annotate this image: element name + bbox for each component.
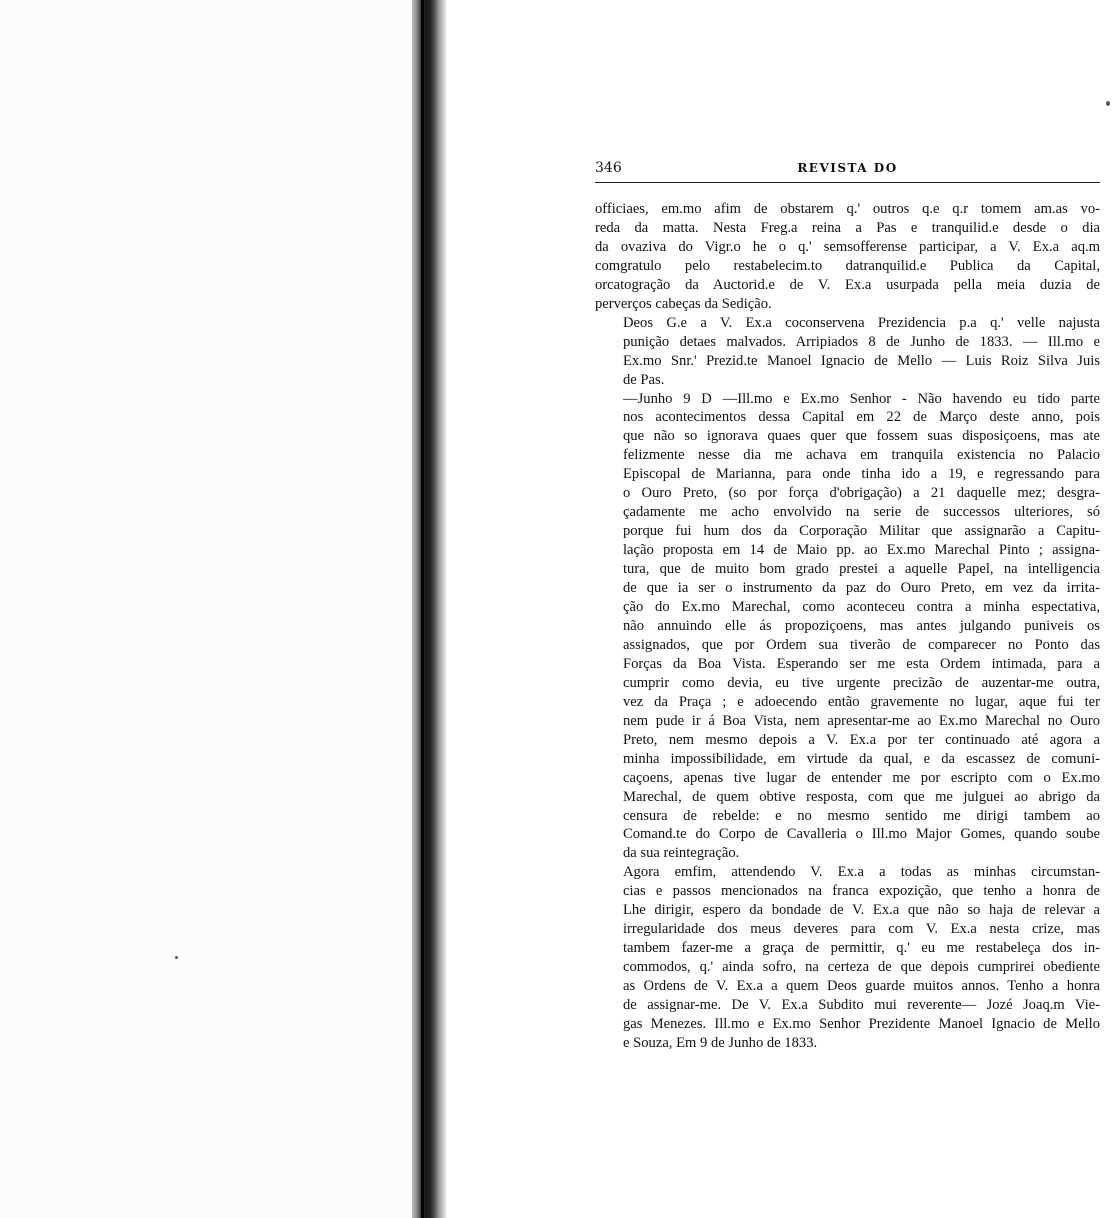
ink-speck	[1106, 101, 1110, 106]
text-line: orcatogração da Auctorid.e de V. Ex.a usurpada pella meia duzia de	[595, 276, 1100, 293]
text-line: cumprir como devia, eu tive urgente precizão de auzentar-me outra,	[623, 674, 1100, 691]
text-line: porque fui hum dos da Corporação Militar que assignarão a Capitu-	[623, 523, 1100, 540]
text-line: çadamente me acho envolvido na serie de successos ulteriores, só	[623, 504, 1100, 521]
paragraph	[595, 863, 1100, 1053]
text-line: da sua reintegração.	[623, 845, 740, 862]
text-line: —Junho 9 D —Ill.mo e Ex.mo Senhor - Não havendo eu tido parte	[623, 390, 1100, 407]
text-line: de assignar-me. De V. Ex.a Subdito mui reverente— Jozé Joaq.m Vie-	[623, 997, 1100, 1014]
text-line: tura, que de muito bom grado prestei a aquelle Papel, na intelligencia	[623, 561, 1100, 578]
text-line: minha impossibilidade, em virtude da qual, e da escassez de comuni-	[623, 750, 1100, 767]
text-line: perverços cabeças da Sedição.	[595, 295, 772, 312]
text-line: officiaes, em.mo afim de obstarem q.' outros q.e q.r tomem am.as vo-	[595, 201, 1100, 217]
paragraph	[595, 200, 1100, 314]
text-line: cias e passos mencionados na franca expozição, que tenho a honra de	[623, 883, 1100, 900]
running-head	[595, 160, 1100, 183]
text-line: felizmente nesse dia me achava em tranquila existencia no Palacio	[623, 447, 1100, 464]
text-line: gas Menezes. Ill.mo e Ex.mo Senhor Prezidente Manoel Ignacio de Mello	[623, 1015, 1100, 1032]
text-line: vez da Praça ; e adoecendo então gravemente no lugar, aque fui ter	[623, 693, 1100, 710]
text-line: de Pas.	[623, 371, 665, 388]
text-line: nos acontecimentos dessa Capital em 22 de Março deste anno, pois	[623, 409, 1100, 426]
text-line: e Souza, Em 9 de Junho de 1833.	[623, 1034, 818, 1051]
text-line: que não so ignorava quaes quer que fossem suas disposiçoens, mas ate	[623, 428, 1100, 445]
text-line: as Ordens de V. Ex.a a quem Deos guarde muitos annos. Tenho a honra	[623, 978, 1100, 995]
text-line: commodos, q.' ainda sofro, na certeza de que depois cumprirei obediente	[623, 959, 1100, 976]
text-line: Lhe dirigir, espero da bondade de V. Ex.a que não so haja de relevar a	[623, 902, 1100, 919]
binding-shadow	[421, 0, 424, 1218]
page-number: 346	[595, 160, 622, 176]
ink-speck	[175, 956, 178, 959]
text-line: Preto, nem mesmo depois a V. Ex.a por ter continuado até agora a	[623, 731, 1100, 748]
text-line: tambem fazer-me a graça de permittir, q.' eu me restabeleça dos in-	[623, 940, 1100, 957]
text-line: Deos G.e a V. Ex.a coconservena Prezidencia p.a q.' velle najusta	[623, 314, 1100, 331]
text-line: Episcopal de Marianna, para onde tinha ido a 19, e regressando para	[623, 466, 1100, 483]
text-line: nem pude ir á Boa Vista, nem apresentar-me ao Ex.mo Marechal no Ouro	[623, 712, 1100, 729]
text-line: irregularidade dos meus deveres para com V. Ex.a nesta crize, mas	[623, 921, 1100, 938]
text-line: Marechal, de quem obtive resposta, com que me julguei ao abrigo da	[623, 788, 1100, 805]
journal-title: REVISTA DO	[797, 161, 898, 175]
text-line: Forças da Boa Vista. Esperando ser me esta Ordem intimada, para a	[623, 655, 1100, 672]
text-line: Ex.mo Snr.' Prezid.te Manoel Ignacio de Mello — Luis Roiz Silva Juis	[623, 352, 1100, 369]
text-line: Agora emfim, attendendo V. Ex.a a todas as minhas circumstan-	[623, 864, 1100, 881]
text-line: de que ia ser o instrumento da paz do Ouro Preto, em vez da irrita-	[623, 580, 1100, 597]
text-line: não annuindo elle ás propoziçoens, mas antes julgando puniveis os	[623, 617, 1100, 634]
text-line: comgratulo pelo restabelecim.to datranquilid.e Publica da Capital,	[595, 257, 1100, 274]
paragraph	[595, 314, 1100, 390]
book-gutter	[412, 0, 446, 1218]
paragraph	[595, 390, 1100, 864]
text-line: da ovaziva do Vigr.o he o q.' semsofferense participar, a V. Ex.a aq.m	[595, 238, 1100, 255]
text-line: lação proposta em 14 de Maio pp. ao Ex.mo Marechal Pinto ; assigna-	[623, 542, 1100, 559]
blank-left-page	[0, 0, 420, 1218]
body-text	[595, 200, 1100, 1053]
text-line: assignados, que por Ordem sua tiverão de comparecer no Ponto das	[623, 636, 1100, 653]
text-line: Comand.te do Corpo de Cavalleria o Ill.mo Major Gomes, quando soube	[623, 826, 1100, 843]
text-line: reda da matta. Nesta Freg.a reina a Pas e tranquilid.e desde o dia	[595, 219, 1100, 236]
text-line: o Ouro Preto, (so por força d'obrigação) a 21 daquelle mez; desgra-	[623, 485, 1100, 502]
text-line: ção do Ex.mo Marechal, como aconteceu contra a minha espectativa,	[623, 599, 1100, 616]
text-line: punição detaes malvados. Arripiados 8 de Junho de 1833. — Ill.mo e	[623, 333, 1100, 350]
text-line: caçoens, apenas tive lugar de entender me por escripto com o Ex.mo	[623, 769, 1100, 786]
text-line: censura de rebelde: e no mesmo sentido me dirigi tambem ao	[623, 807, 1100, 824]
